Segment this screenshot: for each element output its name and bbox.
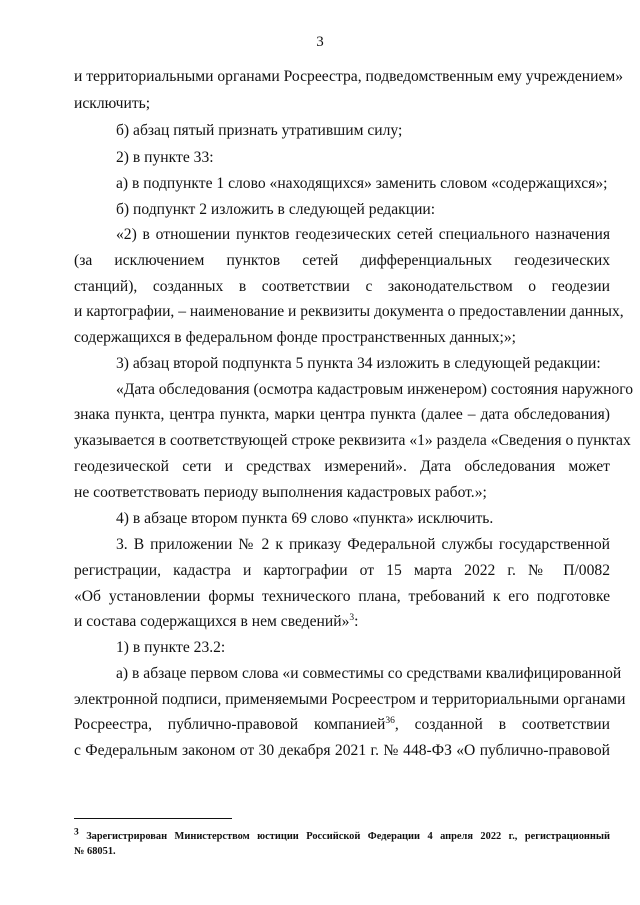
- text-line: «Дата обследования (осмотра кадастровым инженером) состояния наружного: [116, 381, 634, 398]
- text-line: 2) в пункте 33:: [116, 149, 214, 166]
- text-line: содержащихся в федеральном фонде пространственных данных;»;: [74, 329, 516, 346]
- text-line-tail: , созданной в соответствии: [394, 716, 611, 733]
- text-line-tail: :: [354, 613, 359, 630]
- text-line: не соответствовать периоду выполнения кадастровых работ.»;: [74, 484, 487, 501]
- text-line: б) абзац пятый признать утратившим силу;: [116, 122, 403, 139]
- text-line: 3) абзац второй подпункта 5 пункта 34 изложить в следующей редакции:: [116, 355, 601, 372]
- footnote-mark: 3: [74, 827, 79, 838]
- footnote: [74, 829, 610, 844]
- text-line: «2) в отношении пунктов геодезических сетей специального назначения: [116, 226, 610, 243]
- text-line: б) подпункт 2 изложить в следующей редакции:: [116, 201, 436, 218]
- text-line: исключить;: [74, 95, 151, 112]
- text-line: станций), созданных в соответствии с законодательством о геодезии: [74, 278, 610, 295]
- text-line: 3. В приложении № 2 к приказу Федеральной службы государственной: [116, 536, 610, 553]
- text-line: 4) в абзаце втором пункта 69 слово «пункта» исключить.: [116, 510, 494, 527]
- text-line: электронной подписи, применяемыми Росреестром и территориальными органами: [74, 691, 626, 708]
- text-line: а) в абзаце первом слова «и совместимы со средствами квалифицированной: [116, 665, 622, 682]
- footnote-ref: 36: [385, 715, 395, 726]
- footnote-line: № 68051.: [74, 846, 116, 857]
- text-line: [74, 612, 610, 632]
- text-line: 1) в пункте 23.2:: [116, 639, 226, 656]
- text-line: геодезической сети и средствах измерений». Дата обследования может: [74, 458, 610, 475]
- text-line: [74, 715, 610, 735]
- text-line: «Об установлении формы технического плана, требований к его подготовке: [74, 588, 610, 605]
- text-line: знака пункта, центра пункта, марки центра пункта (далее – дата обследования): [74, 406, 610, 423]
- text-line: а) в подпункте 1 слово «находящихся» заменить словом «содержащихся»;: [116, 175, 608, 192]
- text-line: с Федеральным законом от 30 декабря 2021 г. № 448-ФЗ «О публично-правовой: [74, 742, 610, 759]
- footnote-divider: [74, 818, 232, 819]
- text-line-body: и состава содержащихся в нем сведений»: [74, 613, 350, 630]
- text-line-body: Росреестра, публично-правовой компанией: [74, 716, 386, 733]
- footnote-line: Зарегистрирован Министерством юстиции Российской Федерации 4 апреля 2022 г., регистрационный: [78, 831, 610, 842]
- text-line: указывается в соответствующей строке реквизита «1» раздела «Сведения о пунктах: [74, 432, 631, 449]
- footnote-ref: 3: [349, 612, 355, 623]
- text-line: (за исключением пунктов сетей дифференциальных геодезических: [74, 252, 610, 269]
- text-line: и территориальными органами Росреестра, подведомственным ему учреждением»: [74, 68, 624, 85]
- text-line: и картографии, – наименование и реквизиты документа о предоставлении данных,: [74, 303, 624, 320]
- page-number: 3: [316, 34, 324, 50]
- text-line: регистрации, кадастра и картографии от 15 марта 2022 г. № П/0082: [74, 562, 610, 579]
